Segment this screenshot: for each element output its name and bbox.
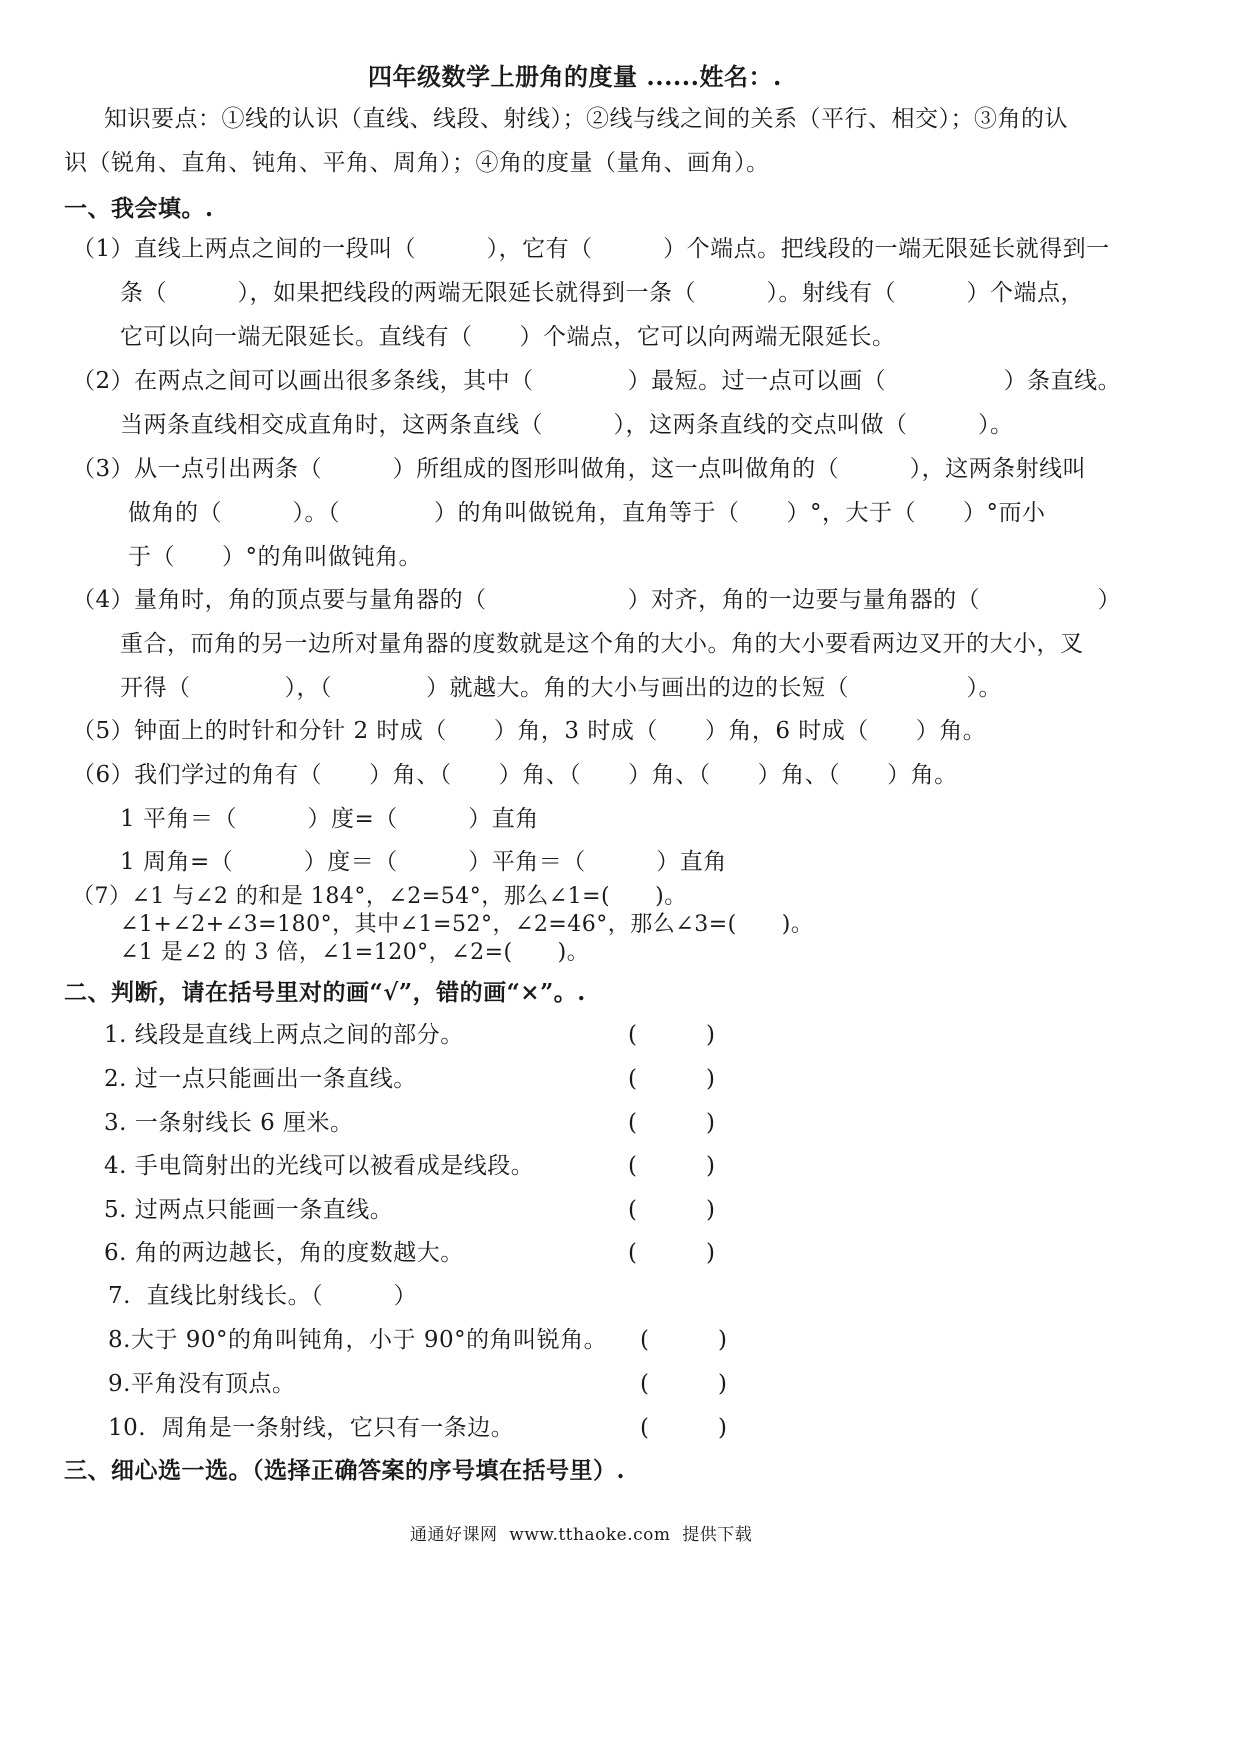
page-footer: 通通好课网 www.tthaoke.com 提供下载 <box>410 1525 753 1545</box>
q6-line-1: （6）我们学过的角有（ ）角、（ ）角、（ ）角、（ ）角、（ ）角。 <box>72 762 958 788</box>
judge-item-9: 9.平角没有顶点。 <box>108 1371 296 1397</box>
judge-item-8: 8.大于 90°的角叫钝角，小于 90°的角叫锐角。 <box>108 1327 608 1353</box>
judge-answer-9: ( ) <box>640 1371 727 1397</box>
section-3-heading: 三、细心选一选。（选择正确答案的序号填在括号里）. <box>64 1457 626 1484</box>
q7-line-3: ∠1 是∠2 的 3 倍，∠1=120°，∠2=( )。 <box>120 940 590 965</box>
judge-answer-1: ( ) <box>628 1022 715 1048</box>
judge-item-5: 5. 过两点只能画一条直线。 <box>104 1197 394 1223</box>
q3-line-1: （3）从一点引出两条（ ）所组成的图形叫做角，这一点叫做角的（ ），这两条射线叫 <box>72 456 1087 482</box>
intro-line-2: 识（锐角、直角、钝角、平角、周角）；④角的度量（量角、画角）。 <box>64 150 770 176</box>
page-title: 四年级数学上册角的度量 ......姓名：. <box>368 62 782 91</box>
judge-answer-5: ( ) <box>628 1197 715 1223</box>
q1-line-1: （1）直线上两点之间的一段叫（ ），它有（ ）个端点。把线段的一端无限延长就得到一 <box>72 236 1110 262</box>
q7-line-1: （7）∠1 与∠2 的和是 184°，∠2=54°，那么∠1=( )。 <box>72 884 687 909</box>
q7-line-2: ∠1+∠2+∠3=180°，其中∠1=52°，∠2=46°，那么∠3=( )。 <box>120 912 814 937</box>
judge-answer-6: ( ) <box>628 1240 715 1266</box>
section-1-heading: 一、我会填。. <box>64 195 214 222</box>
q3-line-2: 做角的（ ）。（ ）的角叫做锐角，直角等于（ ）°，大于（ ）°而小 <box>128 500 1046 526</box>
q4-line-1: （4）量角时，角的顶点要与量角器的（ ）对齐，角的一边要与量角器的（ ） <box>72 587 1122 613</box>
judge-item-1: 1. 线段是直线上两点之间的部分。 <box>104 1022 464 1048</box>
q6-line-3: 1 周角=（ ）度＝（ ）平角＝（ ）直角 <box>120 849 727 875</box>
q3-line-3: 于（ ）°的角叫做钝角。 <box>128 544 422 570</box>
judge-item-4: 4. 手电筒射出的光线可以被看成是线段。 <box>104 1153 535 1179</box>
judge-answer-2: ( ) <box>628 1066 715 1092</box>
q4-line-3: 开得（ ），（ ）就越大。角的大小与画出的边的长短（ ）。 <box>120 675 1002 701</box>
q1-line-2: 条（ ），如果把线段的两端无限延长就得到一条（ ）。射线有（ ）个端点， <box>120 280 1084 306</box>
judge-answer-3: ( ) <box>628 1110 715 1136</box>
intro-line-1: 知识要点：①线的认识（直线、线段、射线）；②线与线之间的关系（平行、相交）；③角的认 <box>104 106 1068 132</box>
judge-answer-10: ( ) <box>640 1415 727 1441</box>
q5-line: （5）钟面上的时针和分针 2 时成（ ）角，3 时成（ ）角，6 时成（ ）角。 <box>72 718 987 744</box>
judge-item-3: 3. 一条射线长 6 厘米。 <box>104 1110 354 1136</box>
judge-item-6: 6. 角的两边越长，角的度数越大。 <box>104 1240 464 1266</box>
judge-item-2: 2. 过一点只能画出一条直线。 <box>104 1066 417 1092</box>
q6-line-2: 1 平角＝（ ）度=（ ）直角 <box>120 806 539 832</box>
q2-line-2: 当两条直线相交成直角时，这两条直线（ ），这两条直线的交点叫做（ ）。 <box>120 412 1014 438</box>
section-2-heading: 二、判断，请在括号里对的画“√”，错的画“×”。. <box>64 979 586 1006</box>
judge-answer-4: ( ) <box>628 1153 715 1179</box>
judge-item-7: 7. 直线比射线长。（ ） <box>108 1283 418 1309</box>
q4-line-2: 重合，而角的另一边所对量角器的度数就是这个角的大小。角的大小要看两边叉开的大小，叉 <box>120 631 1084 657</box>
q1-line-3: 它可以向一端无限延长。直线有（ ）个端点，它可以向两端无限延长。 <box>120 324 896 350</box>
judge-answer-8: ( ) <box>640 1327 727 1353</box>
q2-line-1: （2）在两点之间可以画出很多条线，其中（ ）最短。过一点可以画（ ）条直线。 <box>72 368 1122 394</box>
judge-item-10: 10. 周角是一条射线，它只有一条边。 <box>108 1415 515 1441</box>
